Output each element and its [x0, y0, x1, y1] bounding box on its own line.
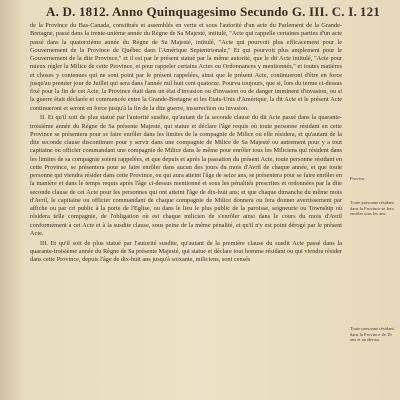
- paragraph-continuation: de la Province du Bas-Canada, constitués et assemblés en vertu et sous l'autorité d'un acte du Parlement de la Grande-Bretagne, passé dans la trente-unième année du Règne de Sa Majesté, intitulé, "Acte qui rappelle certaines parties d'un acte passé dans la quatorzième année du Règne de Sa Majesté, intitulé, "Acte qui pourvoit plus efficacement pour le Gouvernement de la Province de Québec dans l'Amérique Septentrionale," Et qui pourvoit plus amplement pour le Gouvernement de la dite Province," et il est par le présent statué par la même autorité, que le dit Acte intitulé, "Acte pour mieux régler la Milice de cette Province, et pour rappeler certains Actes ou Ordonnances y mentionnés," et toutes matières et choses y contenues qui ne sont point par le présent rappelées, ainsi que le présent Acte, continueront d'être en force jusqu'au premier jour de Juillet qui sera dans l'année mil huit cent quatorze. Pourvu toujours, que si, lors du terme ci-dessus fixé pour la fin de cet Acte, la Province était dans un état d'invasion ou d'invasion ou de danger imminent d'invasion, ou si la guerre était déclarée et commencée entre la Grande-Bretagne et les Etats-Unis d'Amérique, la dit Acte et le présent Acte continueront et seront en force jusqu'à la fin de la dite guerre, insurrection ou invasion.: [30, 22, 342, 112]
- margin-note-residents: Toute personne résidant dans la Province de 16 ans et au dessus.: [350, 326, 394, 343]
- margin-note-enrolment: Toute personne résidant dans la Province se fera enrôler tous les ans.: [350, 200, 394, 217]
- paragraph-section-3: III. Et qu'il soit de plus statué par l'autorité susdite, qu'autant de la première clause du susdit Acte passé dans la quarante-troisième année du Règne de Sa présente Majesté, qui statue et déclare tout homme résidant ou qui viendra résider dans cette Province, depuis l'âge de dix-huit ans jusqu'à soixante, miliciens, sont censés: [30, 239, 342, 263]
- margin-note-proviso: Proviso.: [350, 176, 366, 181]
- page-header: [40, 2, 386, 22]
- page-body: [30, 22, 342, 264]
- running-title: A. D. 1812. Anno Quinquagesimo Secundo G. III. C. I.: [46, 4, 357, 19]
- paragraph-section-2: II. Et qu'il soit de plus statué par l'autorité susdite, qu'autant de la seconde clause du dit Acte passé dans la quarante-troisième année du Règne de Sa présente Majesté, qui statue et déclare l'âge requis où toute personne résidant en cette Province se présentera pour se faire enrôler dans les limites de la compagnie de Milice où elle résidera, et qu'autant de la dite seconde clause discontinuer pour y servir dans une compagnie de Milice de Sa Majesté ou autrement pour y a tout capitaine ou officier commandant une compagnie de Milice dans le même pour enrôler tous les Miliciens qui résident dans les limites de sa compagnie soient rappelées, et que depuis et après la passation du présent Acte, toute personne résidant en cette Province, se présentera pour se faire enrôler dans aucun des jours du mois d'Avril de chaque année, et que toute personne qui viendra résider dans cette Province, ou qui aura atteint l'âge de seize ans, se présentera pour se faire enrôler en la manière et dans le temps requis après l'âge ci-dessus mentionné et sous les pénalités prescrites et ordonnées par la dite seconde clause de cet Acte pour les personnes qui ont atteint l'âge de dix-huit ans; et que chaque dimanche du même mois d'Avril, le capitaine ou officier commandant de chaque compagnie de Milice donnera ou fera donner avertissement par affiche ou par cri public à la porte de l'Eglise, ou dans le lieu le plus public de la paroisse, seigneurie ou Township où résidera telle compagnie, de l'obligation où est chaque milicien de s'enrôler ainsi dans le cours du mois d'Avril conformément à cet Acte et à la susdite clause, sous peine de la même pénalité, et qu'il n'y est point dérogé par le présent Acte.: [30, 114, 342, 237]
- page-number: 121: [359, 4, 380, 19]
